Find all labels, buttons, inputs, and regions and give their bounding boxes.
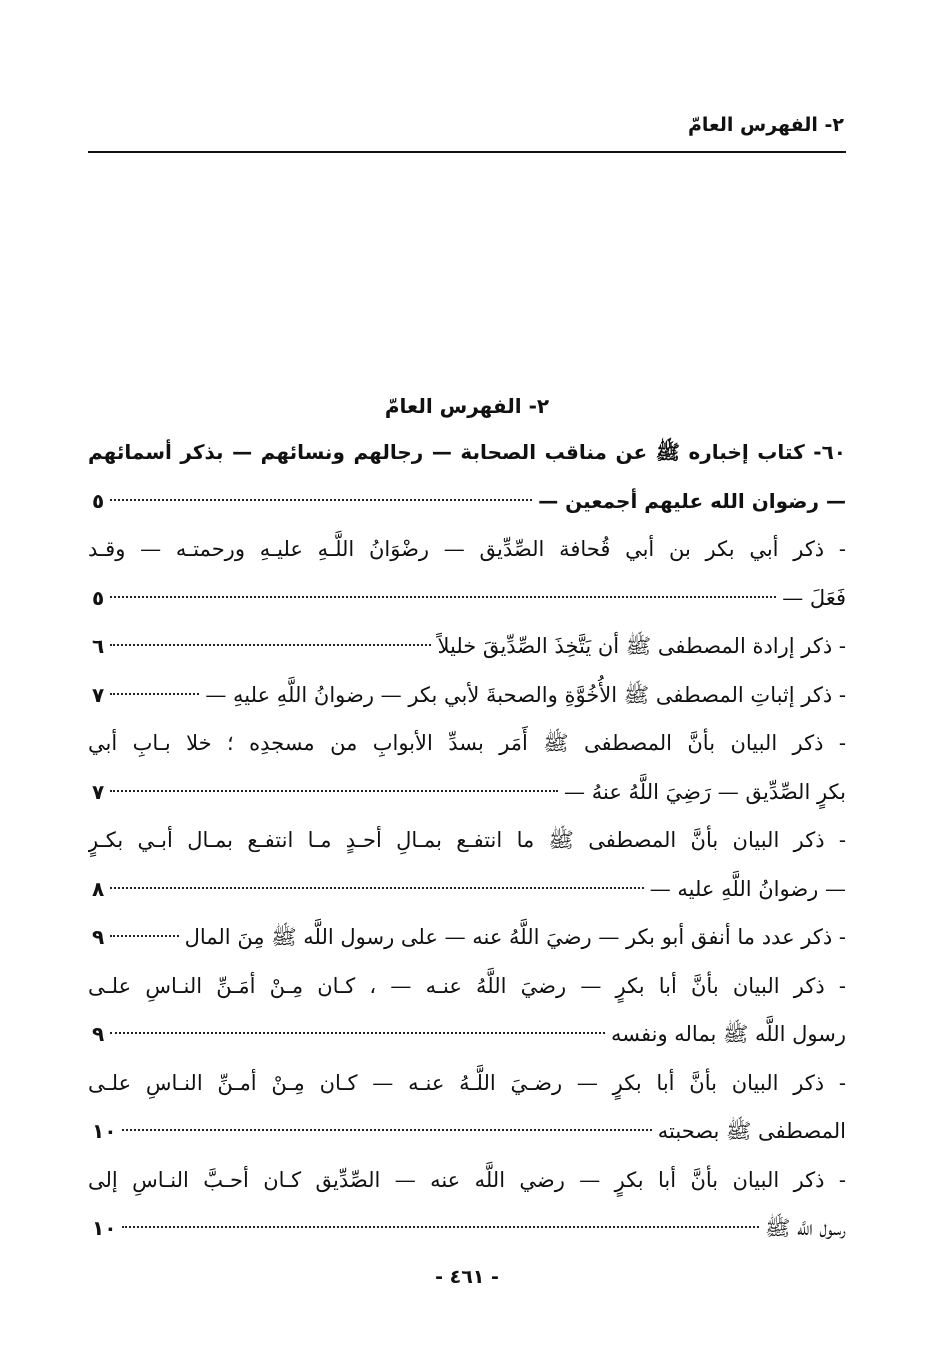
section-title: ٢- الفهرس العامّ <box>384 394 550 418</box>
dot-leader <box>110 596 776 598</box>
entry-3-line <box>88 671 846 720</box>
entry-page-number: ٨ <box>92 876 105 901</box>
entry-page-number: ٧ <box>92 682 105 707</box>
page-number: - ٤٦١ - <box>435 1266 499 1288</box>
entry-6-line <box>88 913 846 962</box>
entry-text: - ذكر إثباتِ المصطفى ﷺ الأُخُوَّةِ والصحبةَ لأبي بكر — رضوانُ اللَّهِ عليهِ — <box>205 682 846 707</box>
header-rule <box>88 151 846 153</box>
dot-leader <box>110 790 558 792</box>
dot-leader <box>110 935 178 937</box>
table-of-contents <box>88 428 846 1253</box>
entry-page-number: ١٠ <box>92 1216 117 1240</box>
entry-9-line-2 <box>88 1204 846 1253</box>
entry-page-number: ٧ <box>92 779 105 804</box>
entry-text: — رضوانُ اللَّهِ عليه — <box>649 876 846 901</box>
entry-text: رسول اللَّه ﷺ بماله ونفسه <box>611 1022 846 1046</box>
chapter-heading-line-1: ٦٠- كتاب إخباره ﷺ عن مناقب الصحابة — رجالهم ونسائهم — بذكر أسمائهم <box>88 440 846 464</box>
dot-leader <box>122 1226 759 1228</box>
entry-4-line-1: - ذكر البيان بأنَّ المصطفى ﷺ أَمَر بسدِّ الأبوابِ من مسجدِه ؛ خلا بـابِ أبي <box>88 731 846 755</box>
entry-9-line-1: - ذكر البيان بأنَّ أبا بكرٍ — رضي اللَّه عنه — الصِّدِّيق كـان أحـبَّ النـاسِ إلى <box>88 1167 846 1192</box>
entry-2-line <box>88 622 846 671</box>
dot-leader <box>110 499 532 501</box>
dot-leader <box>122 1129 651 1131</box>
entry-page-number: ٩ <box>92 1022 105 1046</box>
dot-leader <box>110 644 431 646</box>
entry-text: رسول اللَّه ﷺ <box>765 1216 846 1240</box>
entry-page-number: ٦ <box>92 634 105 658</box>
entry-text: - ذكر عدد ما أنفق أبو بكر — رضيَ اللَّهُ عنه — على رسول اللَّه ﷺ مِنَ المال <box>184 925 846 949</box>
entry-5-line-1: - ذكر البيان بأنَّ المصطفى ﷺ ما انتفـع بمـالِ أحـدٍ مـا انتفـع بمـال أبـي بكـرٍ <box>88 828 846 852</box>
entry-8-line-1: - ذكر البيان بأنَّ أبا بكرٍ — رضـيَ اللَّـهُ عنـه — كـان مِـنْ أمـنِّ النـاسِ علـى <box>88 1070 846 1095</box>
entry-page-number: ١٠ <box>92 1119 117 1143</box>
entry-page-number: ٩ <box>92 925 105 949</box>
dot-leader <box>110 693 199 695</box>
entry-7-line-2 <box>88 1010 846 1059</box>
chapter-page-number: ٥ <box>92 488 105 513</box>
entry-5-line-2 <box>88 865 846 914</box>
entry-1-line-1: - ذكر أبي بكر بن أبي قُحافة الصِّدِّيق — رضْوَانُ اللَّـهِ عليـهِ ورحمتـه — وقـد <box>88 537 846 561</box>
entry-text: - ذكر إرادة المصطفى ﷺ أن يَتَّخِذَ الصِّدِّيقَ خليلاً <box>437 634 846 658</box>
running-header: ٢- الفهرس العامّ <box>687 114 844 136</box>
entry-text: بكرٍ الصِّدِّيق — رَضِيَ اللَّهُ عنهُ — <box>564 779 846 804</box>
chapter-heading-text: — رضوان الله عليهم أجمعين — <box>538 488 846 513</box>
entry-1-line-2 <box>88 574 846 623</box>
entry-text: المصطفى ﷺ بصحبته <box>657 1119 846 1143</box>
dot-leader <box>110 887 643 889</box>
chapter-heading-line-2 <box>88 477 846 526</box>
entry-4-line-2 <box>88 768 846 817</box>
entry-page-number: ٥ <box>92 585 105 610</box>
dot-leader <box>110 1032 605 1034</box>
entry-text: فَعَلَ — <box>782 585 846 610</box>
entry-8-line-2 <box>88 1107 846 1156</box>
entry-7-line-1: - ذكر البيان بأنَّ أبا بكرٍ — رضيَ اللَّهُ عنـه — ، كـان مِـنْ أمَـنِّ النـاسِ علـى <box>88 973 846 998</box>
